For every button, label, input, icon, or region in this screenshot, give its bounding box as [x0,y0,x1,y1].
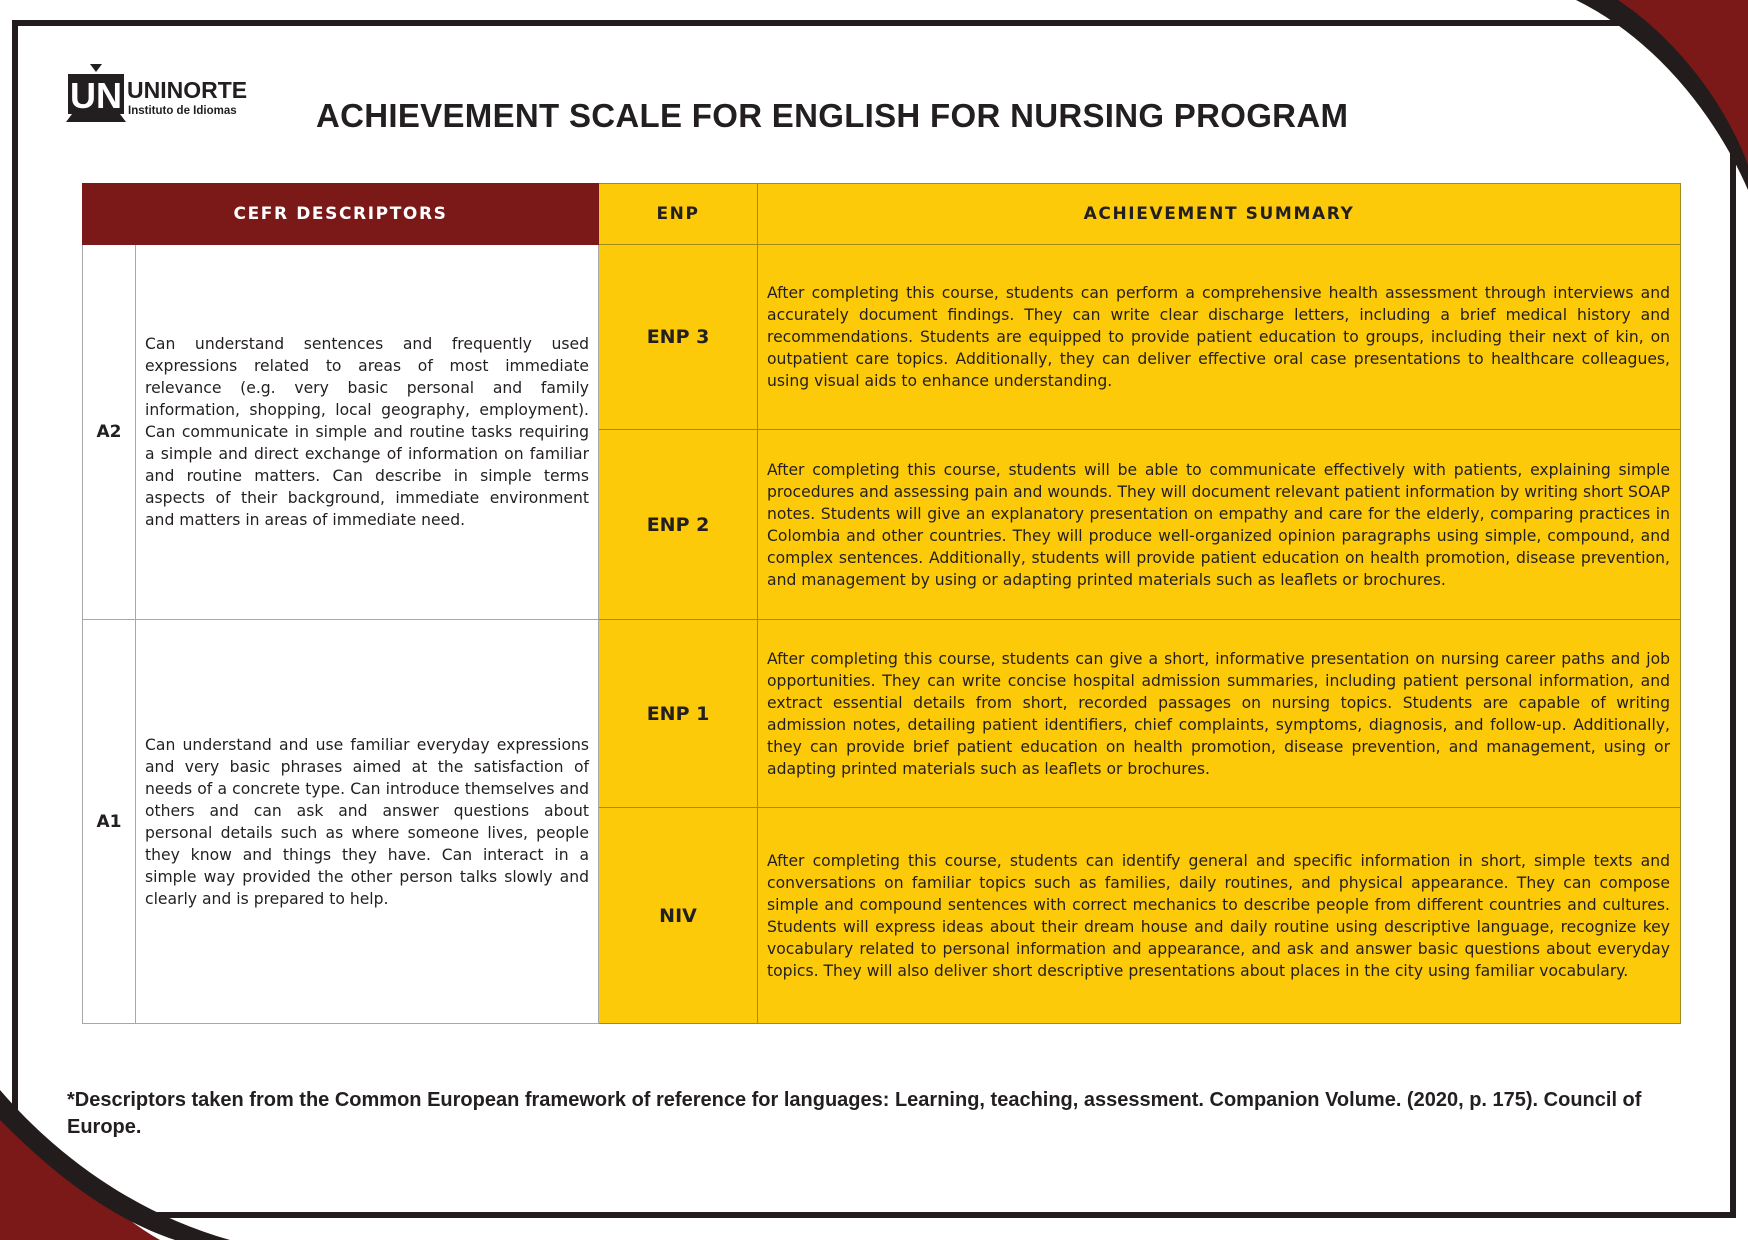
brand-subtitle: Instituto de Idiomas [128,105,237,117]
footnote: *Descriptors taken from the Common European framework of reference for languages: Learning, teaching, assessment. Companion Volume. (2020, p. 175). Council of Europe. [67,1089,1642,1138]
table-header-row [83,184,1681,245]
course-enp1: ENP 1 [599,620,758,808]
summary-enp1: After completing this course, students can give a short, informative presentation on nursing career paths and job opportunities. They can write concise hospital admission summaries, including patient personal information, and extract essential details from short, recorded passages on nursing topics. Students are capable of writing admission notes, detailing patient identifiers, chief complaints, symptoms, diagnosis, and follow-up. Additionally, they can provide brief patient education on health promotion, disease prevention, and management, using or adapting printed materials such as leaflets or brochures. [758,620,1681,808]
course-enp3: ENP 3 [599,245,758,430]
header-enp: ENP [599,184,758,245]
summary-enp3: After completing this course, students can perform a comprehensive health assessment through interviews and accurately document findings. They can write clear discharge letters, including a brief medical history and recommendations. Students are equipped to provide patient education to groups, including their next of kin, on outpatient care topics. Additionally, they can deliver effective oral case presentations to healthcare colleagues, using visual aids to enhance understanding. [758,245,1681,430]
level-a2: A2 [83,245,136,620]
table-row [83,620,1681,808]
descriptor-a2: Can understand sentences and frequently used expressions related to areas of most immediate relevance (e.g. very basic personal and family information, shopping, local geography, employment). Can communicate in simple and routine tasks requiring a simple and direct exchange of information on familiar and routine matters. Can describe in simple terms aspects of their background, immediate environment and matters in areas of immediate need. [136,245,599,620]
course-niv: NIV [599,808,758,1024]
table-row [83,245,1681,430]
logo-mark: UN [70,75,122,116]
page-title: ACHIEVEMENT SCALE FOR ENGLISH FOR NURSING PROGRAM [316,97,1349,134]
summary-niv: After completing this course, students can identify general and specific information in short, simple texts and conversations on familiar topics such as families, daily routines, and physical appearance. They can compose simple and compound sentences with correct mechanics to describe people from different countries and cultures. Students will express ideas about their dream house and daily routine using descriptive language, recognize key vocabulary related to personal information and appearance, and ask and answer basic questions about everyday topics. They will also deliver short descriptive presentations about places in the city using familiar vocabulary. [758,808,1681,1024]
course-enp2: ENP 2 [599,430,758,620]
top-right-swoosh [1558,0,1748,190]
header-cefr-descriptors: CEFR DESCRIPTORS [83,184,599,245]
achievement-table [82,183,1681,1024]
level-a1: A1 [83,620,136,1024]
descriptor-a1: Can understand and use familiar everyday expressions and very basic phrases aimed at the satisfaction of needs of a concrete type. Can introduce themselves and others and can ask and answer questions about personal details such as where someone lives, people they know and things they have. Can interact in a simple way provided the other person talks slowly and clearly and is prepared to help. [136,620,599,1024]
summary-enp2: After completing this course, students will be able to communicate effectively with patients, explaining simple procedures and assessing pain and wounds. They will document relevant patient information by writing short SOAP notes. Students will give an explanatory presentation on empathy and care for the elderly, comparing practices in Colombia and other countries. They will produce well-organized opinion paragraphs using simple, compound, and complex sentences. Additionally, students will provide patient education on health promotion, disease prevention, and management by using or adapting printed materials such as leaflets or brochures. [758,430,1681,620]
brand-name: UNINORTE [127,77,248,103]
header-achievement-summary: ACHIEVEMENT SUMMARY [758,184,1681,245]
